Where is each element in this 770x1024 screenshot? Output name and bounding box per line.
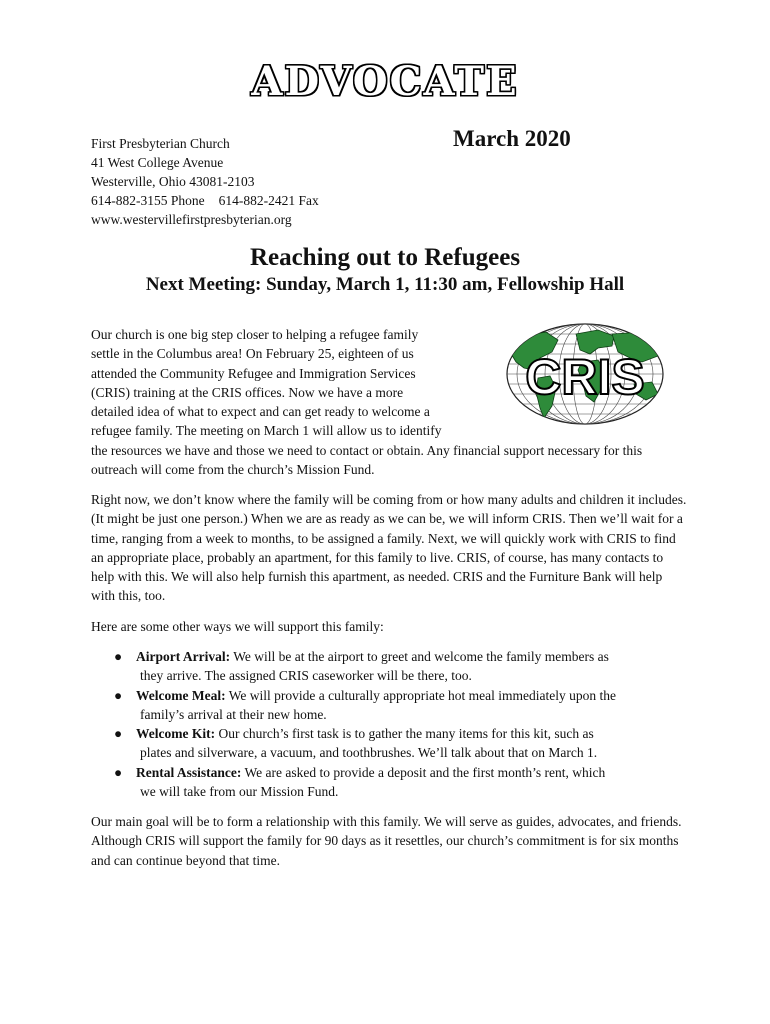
bullet-icon: ● [114,649,123,664]
list-item [108,686,688,725]
issue-date: March 2020 [453,126,571,151]
intro-paragraph-tail: the resources we have and those we need to contact or obtain. Any financial support necessary for this outreach will come from the church’s Mission Fund. [91,443,643,478]
intro-paragraph [91,325,481,441]
intro-line: refugee family. The meeting on March 1 will allow us to identify [91,423,442,439]
list-item-text-cont: they arrive. The assigned CRIS caseworker will be there, too. [140,668,472,684]
article-subhead: Next Meeting: Sunday, March 1, 11:30 am, Fellowship Hall [145,274,625,295]
cris-logo [494,322,676,426]
list-item-text: Our church’s first task is to gather the many items for this kit, such as [215,726,594,742]
church-contact [91,191,319,210]
list-item [108,647,688,686]
list-item-text-cont: plates and silverware, a vacuum, and toothbrushes. We’ll talk about that on March 1. [140,745,598,761]
church-website: www.westervillefirstpresbyterian.org [91,212,292,227]
intro-line: (CRIS) training at the CRIS offices. Now we have a more [91,384,404,400]
bullet-icon: ● [114,687,123,703]
list-item-label: Airport Arrival: [136,649,231,664]
list-item [108,763,688,802]
cris-logo-text: CRIS [525,349,645,405]
list-item-text-cont: we will take from our Mission Fund. [140,784,339,800]
church-name: First Presbyterian Church [91,136,230,151]
church-address-block [91,134,319,229]
list-item-text-cont: family’s arrival at their new home. [140,706,327,722]
list-item-label: Rental Assistance: [136,764,242,780]
intro-line: settle in the Columbus area! On February 25, eighteen of us [91,346,414,362]
church-city: Westerville, Ohio 43081-2103 [91,174,255,189]
church-fax: 614-882-2421 Fax [218,193,319,208]
bullet-icon: ● [114,726,123,742]
list-item [108,724,688,763]
intro-line: Our church is one big step closer to helping a refugee family [91,327,419,342]
bullet-icon: ● [114,764,123,780]
list-item-label: Welcome Meal: [136,687,226,703]
list-item-text: We will be at the airport to greet and welcome the family members as [230,649,609,664]
list-item-text: We will provide a culturally appropriate hot meal immediately upon the [225,687,617,703]
list-item-text: We are asked to provide a deposit and the first month’s rent, which [241,764,606,780]
list-item-label: Welcome Kit: [136,726,216,742]
closing-paragraph: Our main goal will be to form a relationship with this family. We will serve as guides, advocates, and friends. Although CRIS will support the family for 90 days as it resettles, our church’s commitment is for six months and can continue beyond that time. [91,814,682,868]
church-phone: 614-882-3155 Phone [91,193,205,208]
paragraph-two: Right now, we don’t know where the family will be coming from or how many adults and children it includes. (It might be just one person.) When we are as ready as we can be, we will inform CRIS. Then we’ll wait for a time, ranging from a week to months, to be assigned a family. Next, we will quickly work with CRIS to find an appropriate place, probably an apartment, for this family to live. CRIS, of course, has many contacts to help with this. We will also help furnish this apartment, as needed. CRIS and the Furniture Bank will help with this, too. [91,492,687,604]
support-list [108,647,688,801]
article-headline: Reaching out to Refugees [249,244,521,271]
newsletter-masthead: ADVOCATE [251,58,519,105]
intro-line: detailed idea of what to expect and can get ready to welcome a [91,404,430,420]
support-list-intro: Here are some other ways we will support this family: [91,619,384,634]
church-street: 41 West College Avenue [91,155,224,170]
intro-line: attended the Community Refugee and Immigration Services [91,365,416,381]
